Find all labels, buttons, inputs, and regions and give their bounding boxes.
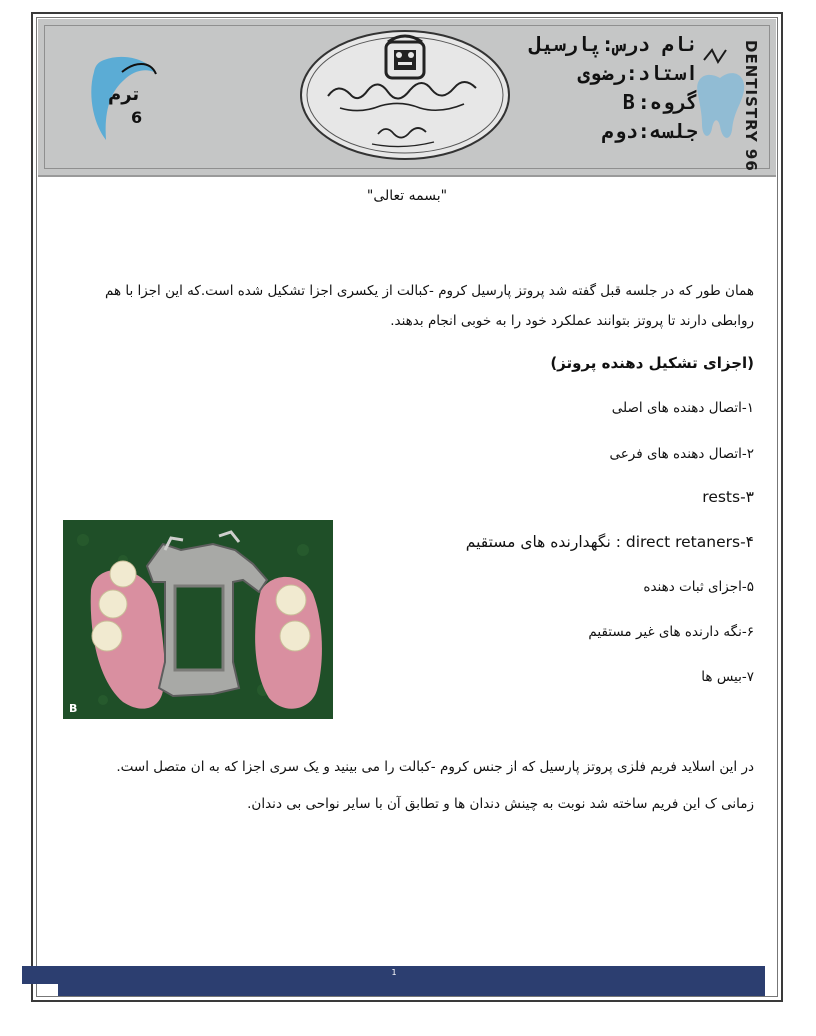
course-name: نام درس:پارسیل: [529, 32, 698, 56]
invocation-line: "بسمه تعالی": [366, 188, 448, 204]
page-number: 1: [391, 968, 397, 977]
footer-corner: [40, 984, 58, 996]
intro-paragraph: همان طور که در جلسه قبل گفته شد پروتز پارسیل کروم -کبالت از یکسری اجزا تشکیل شده است.که این اجزا با هم روابطی دارند تا پروتز بتوانند عملکرد خود را به خوبی انجام بدهند.: [104, 283, 754, 329]
session-label: جلسه:دوم: [601, 119, 698, 143]
component-item: ۷-بیس ها: [701, 669, 754, 685]
photo-label: B: [69, 702, 78, 715]
component-item: rests-۳: [702, 488, 754, 506]
slide-description-paragraph: در این اسلاید فریم فلزی پروتز پارسیل که از جنس کروم -کبالت را می بینید و یک سری اجزا که به ان متصل است.: [116, 759, 754, 775]
framework-paragraph: زمانی ک این فریم ساخته شد نوبت به چینش دندان ها و تطابق آن با سایر نواحی بی دندان.: [247, 796, 754, 812]
partial-denture-photo: [63, 520, 333, 719]
professor-name: استاد:رضوی: [577, 61, 698, 85]
component-item: direct retaners-۴ : نگهدارنده های مستقیم: [465, 533, 754, 551]
course-info-block: [458, 30, 698, 146]
component-item: ۵-اجزای ثبات دهنده: [643, 579, 754, 595]
term-number: 6: [131, 108, 143, 127]
component-item: ۶-نگه دارنده های غیر مستقیم: [588, 624, 754, 640]
component-item: ۲-اتصال دهنده های فرعی: [609, 446, 754, 462]
dentistry-tag: DENTISTRY 96: [742, 40, 760, 172]
component-item: ۱-اتصال دهنده های اصلی: [611, 400, 754, 416]
term-label: ترم: [108, 84, 140, 105]
footer-bar-lower: [40, 984, 765, 996]
group-label: گروه:B: [622, 90, 698, 114]
section-title: (اجزای تشکیل دهنده پروتز): [550, 354, 754, 372]
